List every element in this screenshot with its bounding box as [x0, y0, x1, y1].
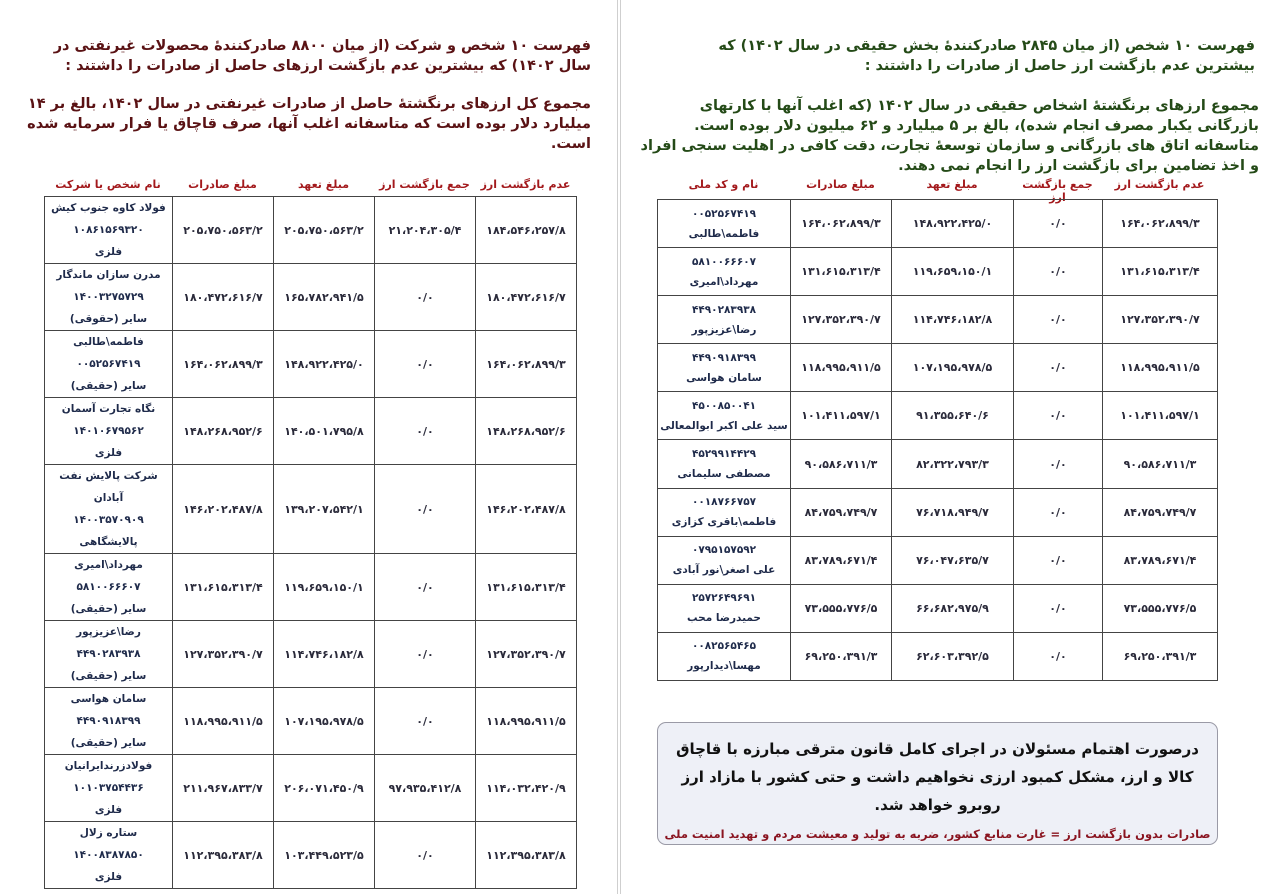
cell-commitment: ۱۱۹،۶۵۹،۱۵۰/۱ — [892, 248, 1014, 296]
entity-name: علی اصغر\نور آبادی — [672, 564, 776, 577]
cell-export: ۲۱۱،۹۶۷،۸۳۳/۷ — [173, 755, 274, 822]
entity-category: فلزی — [94, 447, 123, 459]
cell-non-return: ۷۳،۵۵۵،۷۷۶/۵ — [1103, 584, 1218, 632]
table-row — [658, 440, 1218, 488]
cell-commitment: ۲۰۶،۰۷۱،۴۵۰/۹ — [274, 755, 375, 822]
cell-commitment: ۷۶،۷۱۸،۹۴۹/۷ — [892, 488, 1014, 536]
cell-export: ۱۶۴،۰۶۲،۸۹۹/۳ — [791, 200, 892, 248]
col-commitment: مبلغ تعهد — [926, 178, 978, 191]
cell-non-return: ۱۳۱،۶۱۵،۳۱۳/۴ — [1103, 248, 1218, 296]
cell-name — [658, 344, 791, 392]
cell-total-return: ۰/۰ — [1014, 632, 1103, 680]
cell-non-return: ۸۳،۷۸۹،۶۷۱/۴ — [1103, 536, 1218, 584]
entity-name: مهرداد\امیری — [689, 275, 759, 288]
entity-category: فلزی — [94, 246, 123, 258]
cell-export: ۱۱۸،۹۹۵،۹۱۱/۵ — [173, 688, 274, 755]
entity-id: ۴۵۲۹۹۱۴۴۲۹ — [691, 448, 757, 461]
right-heading: فهرست ۱۰ شخص (از میان ۲۸۴۵ صادرکنندهٔ بخش حقیقی در سال ۱۴۰۲) که بیشترین عدم بازگشت ارز حاصل از صادرات را داشتند : — [718, 38, 1255, 74]
entity-id: ۰۰۵۲۵۶۷۴۱۹ — [691, 207, 757, 220]
cell-name — [45, 755, 173, 822]
entity-id: ۰۷۹۵۱۵۷۵۹۲ — [691, 544, 757, 557]
cell-export: ۱۱۸،۹۹۵،۹۱۱/۵ — [791, 344, 892, 392]
col-export: مبلغ صادرات — [806, 178, 875, 191]
cell-non-return: ۱۶۴،۰۶۲،۸۹۹/۳ — [476, 331, 577, 398]
cell-name — [45, 621, 173, 688]
cell-commitment: ۶۲،۶۰۳،۳۹۲/۵ — [892, 632, 1014, 680]
entity-id: ۰۰۸۲۵۶۵۴۶۵ — [691, 640, 757, 653]
cell-non-return: ۱۴۶،۲۰۲،۴۸۷/۸ — [476, 465, 577, 554]
cell-non-return: ۸۴،۷۵۹،۷۴۹/۷ — [1103, 488, 1218, 536]
entity-name: حمیدرضا محب — [687, 612, 761, 625]
cell-total-return: ۰/۰ — [375, 465, 476, 554]
entity-name: شرکت پالایش نفت آبادان — [59, 470, 158, 504]
entity-category: سایر (حقیقی) — [70, 737, 147, 749]
cell-non-return: ۱۱۸،۹۹۵،۹۱۱/۵ — [1103, 344, 1218, 392]
entity-id: ۲۵۷۲۶۴۹۶۹۱ — [691, 592, 757, 605]
cell-export: ۱۴۸،۲۶۸،۹۵۲/۶ — [173, 398, 274, 465]
cell-name — [658, 392, 791, 440]
cell-total-return: ۰/۰ — [375, 398, 476, 465]
cell-total-return: ۰/۰ — [1014, 248, 1103, 296]
cell-non-return: ۱۲۷،۳۵۲،۳۹۰/۷ — [1103, 296, 1218, 344]
entity-id: ۱۴۰۰۳۲۷۵۷۲۹ — [73, 291, 144, 303]
cell-name — [45, 398, 173, 465]
entity-name: فاطمه\طالبی — [688, 227, 760, 240]
col-name: نام و کد ملی — [688, 178, 759, 191]
cell-export: ۱۳۱،۶۱۵،۳۱۳/۴ — [173, 554, 274, 621]
left-column-headers — [44, 178, 576, 191]
cell-total-return: ۰/۰ — [1014, 200, 1103, 248]
cell-export: ۸۳،۷۸۹،۶۷۱/۴ — [791, 536, 892, 584]
table-row — [658, 584, 1218, 632]
entity-id: ۰۰۵۲۵۶۷۴۱۹ — [76, 358, 141, 370]
cell-total-return: ۰/۰ — [375, 688, 476, 755]
entity-category: سایر (حقیقی) — [70, 380, 147, 392]
entity-name: سامان هواسی — [686, 371, 762, 384]
cell-total-return: ۰/۰ — [375, 554, 476, 621]
table-row — [658, 248, 1218, 296]
cell-non-return: ۱۱۴،۰۳۲،۴۲۰/۹ — [476, 755, 577, 822]
left-heading: فهرست ۱۰ شخص و شرکت (از میان ۸۸۰۰ صادرکنندهٔ محصولات غیرنفتی در سال ۱۴۰۲) که بیشترین عدم بازگشت ارزهای حاصل از صادرات را داشتند : — [53, 38, 591, 74]
cell-total-return: ۰/۰ — [1014, 344, 1103, 392]
entity-category: سایر (حقیقی) — [70, 670, 147, 682]
cell-total-return: ۰/۰ — [1014, 296, 1103, 344]
col-total-return: جمع بازگشت ارز — [1022, 178, 1093, 204]
table-row — [45, 264, 577, 331]
cell-name — [658, 536, 791, 584]
cell-export: ۸۴،۷۵۹،۷۴۹/۷ — [791, 488, 892, 536]
entity-name: مصطفی سلیمانی — [677, 468, 771, 481]
cell-total-return: ۰/۰ — [1014, 440, 1103, 488]
notice-slogan: صادرات بدون بازگشت ارز = غارت منابع کشور، ضربه به تولید و معیشت مردم و تهدید امنیت ملی — [664, 827, 1211, 841]
table-row — [45, 197, 577, 264]
entity-id: ۴۴۹۰۲۸۳۹۳۸ — [691, 303, 757, 316]
cell-total-return: ۰/۰ — [1014, 392, 1103, 440]
cell-name — [45, 331, 173, 398]
cell-export: ۱۴۶،۲۰۲،۴۸۷/۸ — [173, 465, 274, 554]
cell-export: ۱۱۲،۳۹۵،۳۸۳/۸ — [173, 822, 274, 889]
cell-commitment: ۱۱۹،۶۵۹،۱۵۰/۱ — [274, 554, 375, 621]
col-non-return: عدم بازگشت ارز — [480, 178, 571, 191]
cell-commitment: ۱۳۹،۲۰۷،۵۴۲/۱ — [274, 465, 375, 554]
table-row — [45, 398, 577, 465]
table-row — [658, 392, 1218, 440]
entity-name: سید علی اکبر ابوالمعالی — [660, 419, 788, 432]
left-summary: مجموع کل ارزهای برنگشتهٔ حاصل از صادرات غیرنفتی در سال ۱۴۰۲، بالغ بر ۱۴ میلیارد دلار بوده است که متاسفانه اغلب آنها، صرف قاچاق یا فرار سرمایه شده است. — [27, 96, 591, 152]
cell-commitment: ۱۰۷،۱۹۵،۹۷۸/۵ — [274, 688, 375, 755]
entity-name: ستاره زلال — [79, 827, 138, 839]
cell-commitment: ۱۴۰،۵۰۱،۷۹۵/۸ — [274, 398, 375, 465]
notice-text: درصورت اهتمام مسئولان در اجرای کامل قانون مترقی مبارزه با قاچاق کالا و ارز، مشکل کمبود ارزی نخواهیم داشت و حتی کشور با مازاد ارز روبرو خواهد شد. — [676, 740, 1199, 814]
entity-id: ۱۴۰۱۰۶۷۹۵۶۲ — [73, 425, 144, 437]
entity-id: ۱۴۰۰۳۵۷۰۹۰۹ — [73, 514, 144, 526]
table-row — [45, 688, 577, 755]
entity-id: ۴۴۹۰۹۱۸۳۹۹ — [76, 715, 141, 727]
cell-commitment: ۱۶۵،۷۸۲،۹۴۱/۵ — [274, 264, 375, 331]
entity-name: سامان هواسی — [70, 693, 147, 705]
cell-commitment: ۷۶،۰۴۷،۶۳۵/۷ — [892, 536, 1014, 584]
cell-export: ۱۳۱،۶۱۵،۳۱۳/۴ — [791, 248, 892, 296]
table-row — [45, 465, 577, 554]
cell-export: ۱۶۴،۰۶۲،۸۹۹/۳ — [173, 331, 274, 398]
cell-export: ۷۳،۵۵۵،۷۷۶/۵ — [791, 584, 892, 632]
cell-total-return: ۰/۰ — [375, 621, 476, 688]
cell-commitment: ۱۴۸،۹۲۲،۴۲۵/۰ — [274, 331, 375, 398]
cell-non-return: ۱۱۲،۳۹۵،۳۸۳/۸ — [476, 822, 577, 889]
cell-non-return: ۹۰،۵۸۶،۷۱۱/۳ — [1103, 440, 1218, 488]
cell-non-return: ۱۸۴،۵۴۶،۲۵۷/۸ — [476, 197, 577, 264]
right-table — [657, 199, 1218, 681]
entity-id: ۱۰۱۰۳۷۵۴۴۳۶ — [73, 782, 144, 794]
cell-name — [658, 584, 791, 632]
cell-non-return: ۶۹،۲۵۰،۳۹۱/۳ — [1103, 632, 1218, 680]
cell-non-return: ۱۰۱،۴۱۱،۵۹۷/۱ — [1103, 392, 1218, 440]
cell-commitment: ۱۱۴،۷۴۶،۱۸۲/۸ — [892, 296, 1014, 344]
table-row — [658, 536, 1218, 584]
table-row — [45, 554, 577, 621]
entity-id: ۵۸۱۰۰۶۶۶۰۷ — [76, 581, 141, 593]
entity-category: فلزی — [94, 871, 123, 883]
col-non-return: عدم بازگشت ارز — [1114, 178, 1205, 191]
cell-non-return: ۱۱۸،۹۹۵،۹۱۱/۵ — [476, 688, 577, 755]
cell-export: ۱۲۷،۳۵۲،۳۹۰/۷ — [791, 296, 892, 344]
entity-name: رضا\عزیزپور — [76, 626, 141, 638]
cell-total-return: ۰/۰ — [375, 331, 476, 398]
entity-name: فاطمه\باقری کزازی — [671, 516, 777, 529]
table-row — [45, 331, 577, 398]
cell-non-return: ۱۲۷،۳۵۲،۳۹۰/۷ — [476, 621, 577, 688]
cell-name — [658, 296, 791, 344]
table-row — [45, 822, 577, 889]
cell-total-return: ۰/۰ — [1014, 488, 1103, 536]
entity-category: فلزی — [94, 804, 123, 816]
cell-export: ۶۹،۲۵۰،۳۹۱/۳ — [791, 632, 892, 680]
cell-name — [658, 632, 791, 680]
entity-category: پالایشگاهی — [79, 536, 138, 548]
entity-id: ۵۸۱۰۰۶۶۶۰۷ — [691, 255, 757, 268]
cell-name — [658, 488, 791, 536]
left-page — [0, 0, 618, 894]
table-row — [45, 621, 577, 688]
entity-name: فولاد کاوه جنوب کیش — [51, 202, 166, 214]
table-row — [658, 344, 1218, 392]
cell-export: ۱۸۰،۴۷۲،۶۱۶/۷ — [173, 264, 274, 331]
col-total-return: جمع بازگشت ارز — [379, 178, 470, 191]
table-row — [658, 488, 1218, 536]
table-row — [658, 200, 1218, 248]
cell-total-return: ۰/۰ — [375, 264, 476, 331]
entity-category: سایر (حقوقی) — [69, 313, 148, 325]
entity-name: مهرداد\امیری — [74, 559, 143, 571]
cell-non-return: ۱۴۸،۲۶۸،۹۵۲/۶ — [476, 398, 577, 465]
cell-commitment: ۲۰۵،۷۵۰،۵۶۳/۲ — [274, 197, 375, 264]
cell-name — [45, 822, 173, 889]
cell-non-return: ۱۶۴،۰۶۲،۸۹۹/۳ — [1103, 200, 1218, 248]
cell-commitment: ۶۶،۶۸۲،۹۷۵/۹ — [892, 584, 1014, 632]
cell-export: ۲۰۵،۷۵۰،۵۶۳/۲ — [173, 197, 274, 264]
cell-commitment: ۱۴۸،۹۲۲،۴۲۵/۰ — [892, 200, 1014, 248]
cell-name — [45, 554, 173, 621]
notice-box — [657, 722, 1218, 845]
left-table — [44, 196, 577, 889]
entity-id: ۴۴۹۰۲۸۳۹۳۸ — [76, 648, 141, 660]
cell-commitment: ۸۲،۳۲۲،۷۹۳/۳ — [892, 440, 1014, 488]
cell-commitment: ۱۱۴،۷۴۶،۱۸۲/۸ — [274, 621, 375, 688]
col-name: نام شخص یا شرکت — [55, 178, 161, 191]
right-summary: مجموع ارزهای برنگشتهٔ اشخاص حقیقی در سال ۱۴۰۲ (که اغلب آنها با کارتهای بازرگانی یکبار مصرف انجام شده)، بالغ بر ۵ میلیارد و ۶۲ میلیون دلار بوده است. متاسفانه اتاق های بازرگانی و سازمان توسعهٔ تجارت، دقت کافی در اهلیت سنجی افراد و اخذ تضامین برای بازگشت ارز را انجام نمی دهند. — [640, 98, 1259, 174]
entity-name: فاطمه\طالبی — [73, 336, 144, 348]
cell-non-return: ۱۸۰،۴۷۲،۶۱۶/۷ — [476, 264, 577, 331]
cell-export: ۱۰۱،۴۱۱،۵۹۷/۱ — [791, 392, 892, 440]
col-commitment: مبلغ تعهد — [297, 178, 350, 191]
table-row — [658, 296, 1218, 344]
entity-id: ۱۰۸۶۱۵۶۹۳۲۰ — [73, 224, 144, 236]
cell-export: ۱۲۷،۳۵۲،۳۹۰/۷ — [173, 621, 274, 688]
cell-name — [658, 248, 791, 296]
cell-name — [45, 197, 173, 264]
cell-name — [45, 264, 173, 331]
entity-name: مدرن سازان ماندگار — [56, 269, 161, 281]
entity-name: نگاه تجارت آسمان — [61, 403, 156, 415]
entity-name: مهسا\دیدارپور — [687, 660, 761, 673]
cell-commitment: ۱۰۳،۴۴۹،۵۲۳/۵ — [274, 822, 375, 889]
entity-id: ۴۵۰۰۸۵۰۰۴۱ — [691, 399, 757, 412]
cell-name — [658, 200, 791, 248]
table-row — [45, 755, 577, 822]
cell-non-return: ۱۳۱،۶۱۵،۳۱۳/۴ — [476, 554, 577, 621]
table-row — [658, 632, 1218, 680]
col-export: مبلغ صادرات — [188, 178, 257, 191]
cell-commitment: ۹۱،۳۵۵،۶۴۰/۶ — [892, 392, 1014, 440]
cell-name — [658, 440, 791, 488]
entity-id: ۴۴۹۰۹۱۸۳۹۹ — [691, 351, 757, 364]
entity-name: رضا\عزیزپور — [691, 323, 757, 336]
entity-category: سایر (حقیقی) — [70, 603, 147, 615]
entity-id: ۰۰۱۸۷۶۶۷۵۷ — [691, 496, 757, 509]
cell-export: ۹۰،۵۸۶،۷۱۱/۳ — [791, 440, 892, 488]
cell-total-return: ۰/۰ — [1014, 584, 1103, 632]
entity-id: ۱۴۰۰۸۳۸۷۸۵۰ — [73, 849, 144, 861]
cell-name — [45, 465, 173, 554]
cell-total-return: ۲۱،۲۰۴،۳۰۵/۴ — [375, 197, 476, 264]
cell-total-return: ۰/۰ — [375, 822, 476, 889]
entity-name: فولادزرندایرانیان — [64, 760, 153, 772]
cell-commitment: ۱۰۷،۱۹۵،۹۷۸/۵ — [892, 344, 1014, 392]
cell-total-return: ۹۷،۹۳۵،۴۱۲/۸ — [375, 755, 476, 822]
cell-name — [45, 688, 173, 755]
cell-total-return: ۰/۰ — [1014, 536, 1103, 584]
